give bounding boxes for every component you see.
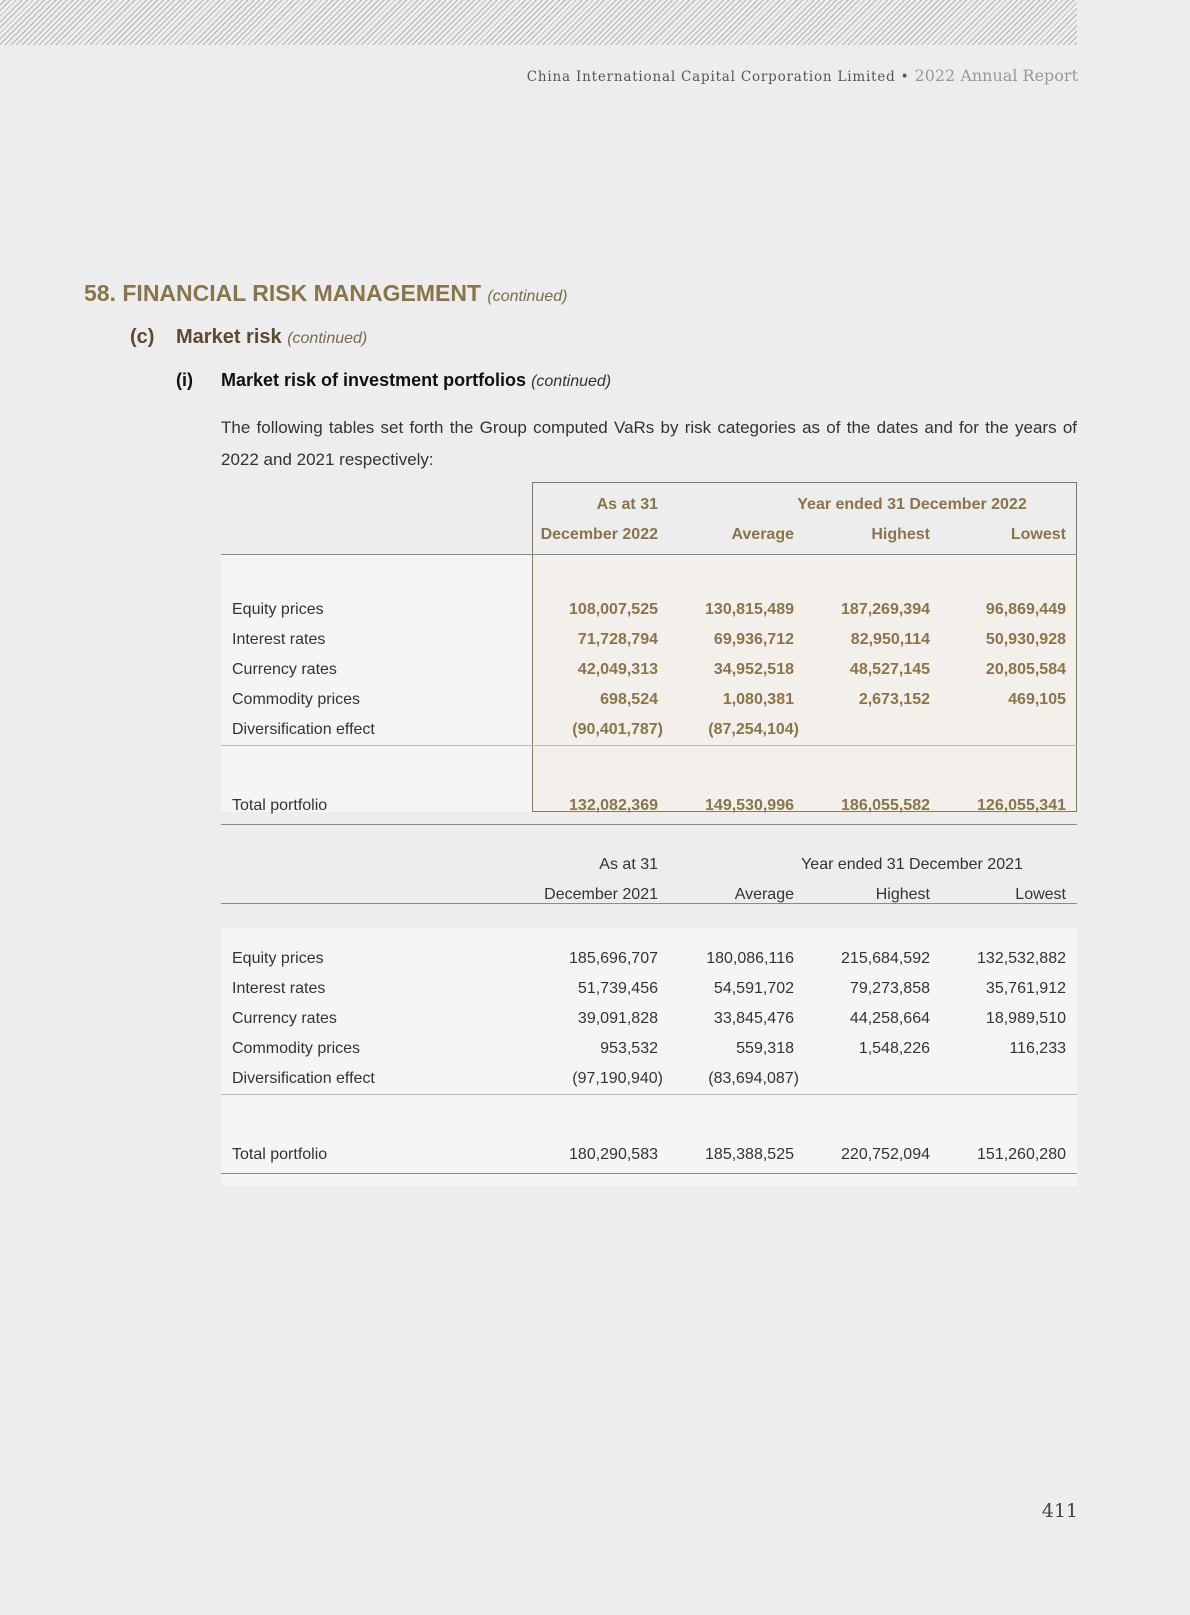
row-label: Diversification effect: [232, 1070, 375, 1087]
section-title: FINANCIAL RISK MANAGEMENT: [122, 280, 481, 306]
table-cell: 2,673,152: [858, 691, 930, 708]
table-cell: (87,254,104): [708, 721, 799, 738]
row-label: Currency rates: [232, 661, 337, 678]
continued-note: (continued): [531, 373, 612, 390]
column-header: Average: [731, 526, 794, 543]
total-cell: 132,082,369: [569, 797, 658, 814]
table-cell: 469,105: [1008, 691, 1066, 708]
table-cell: 180,086,116: [706, 950, 794, 967]
row-label: Equity prices: [232, 950, 324, 967]
table-cell: 698,524: [600, 691, 658, 708]
header-as-at: As at 31: [599, 856, 658, 873]
table-cell: 51,739,456: [577, 980, 658, 997]
table-cell: 132,532,882: [977, 950, 1066, 967]
table-cell: 20,805,584: [985, 661, 1066, 678]
table-cell: 108,007,525: [569, 601, 658, 618]
table-cell: 48,527,145: [849, 661, 930, 678]
total-cell: 151,260,280: [977, 1146, 1066, 1163]
row-label: Interest rates: [232, 980, 326, 997]
var-table-2021: [221, 856, 1077, 1174]
row-label: Diversification effect: [232, 721, 375, 738]
bullet: •: [900, 69, 910, 85]
bottom-rule: [221, 824, 1077, 825]
subsection-number: (c): [130, 326, 155, 348]
column-header: Lowest: [1010, 526, 1066, 543]
table-cell: 187,269,394: [841, 601, 930, 618]
total-cell: 149,530,996: [705, 797, 794, 814]
column-header: Highest: [875, 886, 930, 903]
bottom-rule: [221, 1173, 1077, 1174]
row-label: Currency rates: [232, 1010, 337, 1027]
table-body-bg: [221, 554, 532, 812]
table-cell: 96,869,449: [985, 601, 1066, 618]
continued-note: (continued): [487, 288, 568, 305]
continued-note: (continued): [287, 330, 368, 347]
table-cell: (97,190,940): [572, 1070, 663, 1087]
table-cell: 44,258,664: [849, 1010, 930, 1027]
total-label: Total portfolio: [232, 797, 328, 814]
header-as-at: As at 31: [596, 496, 658, 513]
column-header: December 2021: [544, 886, 658, 903]
row-label: Commodity prices: [232, 691, 361, 708]
total-cell: 220,752,094: [841, 1146, 930, 1163]
running-header: [527, 66, 1078, 85]
row-label: Interest rates: [232, 631, 326, 648]
subsubsection-heading: [176, 370, 612, 391]
header-year-ended: Year ended 31 December 2021: [801, 856, 1023, 873]
company-name: China International Capital Corporation Limited: [526, 69, 896, 85]
table-cell: 35,761,912: [985, 980, 1066, 997]
total-cell: 180,290,583: [569, 1146, 658, 1163]
header-year-ended: Year ended 31 December 2022: [797, 496, 1027, 513]
table-cell: 69,936,712: [713, 631, 794, 648]
table-cell: 559,318: [736, 1040, 794, 1057]
total-cell: 126,055,341: [977, 797, 1066, 814]
column-header: Highest: [871, 526, 930, 543]
decorative-hatch-band: [0, 0, 1077, 45]
total-cell: 185,388,525: [705, 1146, 794, 1163]
table-cell: 953,532: [600, 1040, 658, 1057]
table-cell: 54,591,702: [713, 980, 794, 997]
subsubsection-number: (i): [176, 370, 193, 390]
table-cell: 82,950,114: [850, 631, 930, 648]
table-cell: (83,694,087): [708, 1070, 799, 1087]
table-cell: 39,091,828: [577, 1010, 658, 1027]
table-cell: (90,401,787): [572, 721, 663, 738]
subsection-title: Market risk: [176, 326, 282, 348]
table-cell: 215,684,592: [841, 950, 930, 967]
subtotal-rule: [221, 745, 1077, 746]
table-cell: 34,952,518: [713, 661, 794, 678]
table-cell: 1,080,381: [722, 691, 794, 708]
table-cell: 116,233: [1009, 1040, 1066, 1057]
table-cell: 1,548,226: [858, 1040, 930, 1057]
section-heading: [84, 280, 567, 307]
section-number: 58.: [84, 280, 116, 306]
intro-paragraph: The following tables set forth the Group computed VaRs by risk categories as of the dates and for the years of 2022 and 2021 respectively:: [221, 418, 1077, 469]
table-cell: 42,049,313: [577, 661, 658, 678]
table-cell: 130,815,489: [705, 601, 794, 618]
row-label: Equity prices: [232, 601, 324, 618]
total-cell: 186,055,582: [841, 797, 930, 814]
header-rule: [221, 554, 1077, 555]
subsubsection-title: Market risk of investment portfolios: [221, 370, 527, 390]
table-cell: 50,930,928: [985, 631, 1066, 648]
column-header: Average: [734, 886, 794, 903]
subtotal-rule: [221, 1094, 1077, 1095]
var-table-2022: [221, 482, 1077, 825]
table-cell: 185,696,707: [569, 950, 658, 967]
total-label: Total portfolio: [232, 1146, 328, 1163]
table-cell: 71,728,794: [577, 631, 658, 648]
header-rule: [221, 903, 1077, 904]
row-label: Commodity prices: [232, 1040, 361, 1057]
report-title: 2022 Annual Report: [914, 66, 1078, 85]
column-header: Lowest: [1015, 886, 1066, 903]
page-number: 411: [1041, 1500, 1078, 1522]
table-cell: 33,845,476: [713, 1010, 794, 1027]
column-header: December 2022: [540, 526, 658, 543]
table-cell: 79,273,858: [849, 980, 930, 997]
table-cell: 18,989,510: [985, 1010, 1066, 1027]
